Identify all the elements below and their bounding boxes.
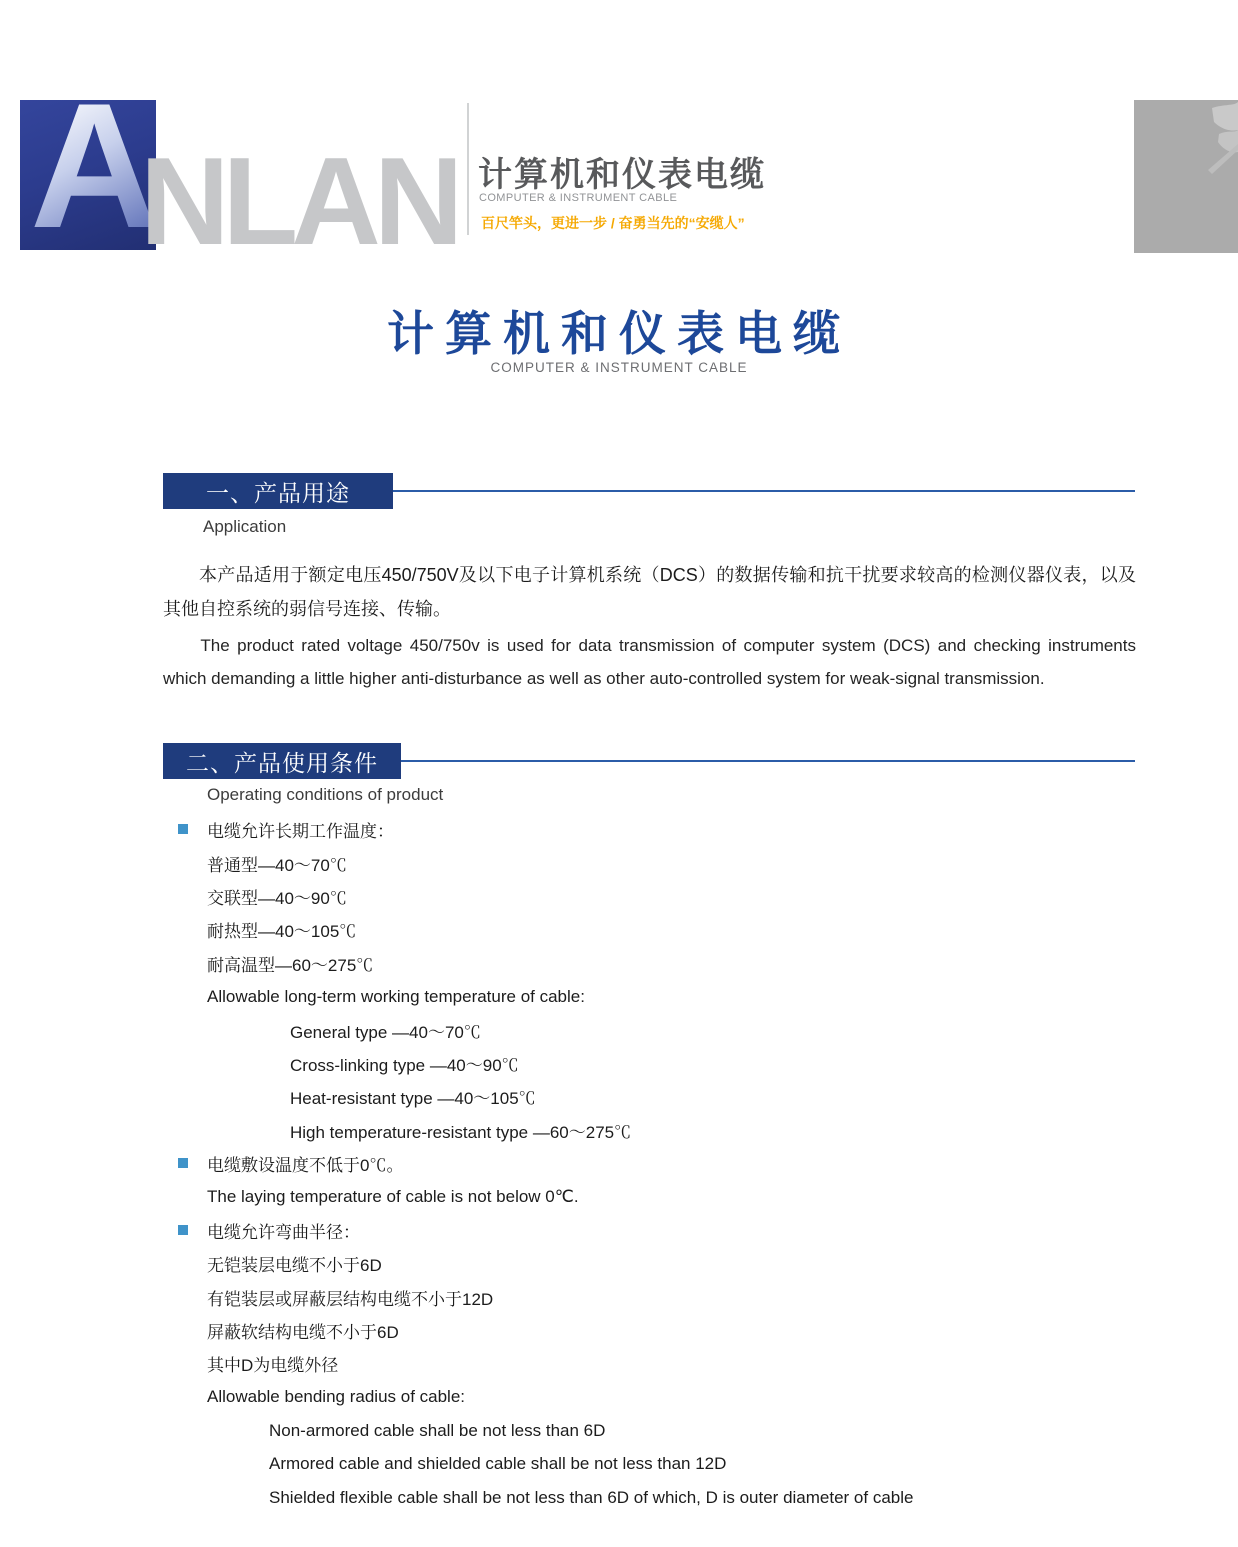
condition-text: 电缆敷设温度不低于0℃。 bbox=[207, 1156, 404, 1176]
condition-text: 有铠装层或屏蔽层结构电缆不小于12D bbox=[207, 1289, 494, 1309]
condition-text: Armored cable and shielded cable shall be not less than 12D bbox=[269, 1454, 727, 1474]
header-title-en: COMPUTER & INSTRUMENT CABLE bbox=[479, 192, 678, 204]
header-title-cn: 计算机和仪表电缆 bbox=[478, 156, 766, 194]
logo-letter-a: A bbox=[30, 66, 159, 265]
bullet-square-icon bbox=[178, 1225, 188, 1235]
application-paragraph-cn: 本产品适用于额定电压450/750V及以下电子计算机系统（DCS）的数据传输和抗干扰要求较高的检测仪器仪表，以及其他自控系统的弱信号连接、传输。 bbox=[163, 565, 1136, 619]
conditions-list bbox=[163, 813, 1143, 1514]
header-tagline: 百尺竿头，更进一步 / 奋勇当先的“安缆人” bbox=[481, 215, 745, 231]
condition-line bbox=[163, 1414, 1143, 1447]
condition-text: 耐高温型—60～275℃ bbox=[207, 955, 374, 975]
condition-line bbox=[163, 880, 1143, 913]
section-2-subheading: Operating conditions of product bbox=[207, 785, 444, 804]
condition-line bbox=[163, 1481, 1143, 1514]
application-paragraph-en: The product rated voltage 450/750v is used for data transmission of computer system (DCS) and checking instruments which demanding a little higher anti-disturbance as well as other auto-controlled system for weak-signal transmission. bbox=[163, 636, 1136, 688]
section-1-subheading: Application bbox=[203, 517, 287, 536]
condition-line bbox=[163, 913, 1143, 946]
page-title-en: COMPUTER & INSTRUMENT CABLE bbox=[490, 360, 748, 375]
condition-line bbox=[163, 1013, 1143, 1046]
condition-text: Allowable bending radius of cable: bbox=[207, 1387, 466, 1407]
condition-text: 耐热型—40～105℃ bbox=[207, 922, 357, 942]
condition-text: 普通型—40～70℃ bbox=[207, 855, 347, 875]
condition-text: General type —40～70℃ bbox=[290, 1022, 481, 1042]
condition-line bbox=[163, 813, 1143, 846]
condition-line bbox=[163, 846, 1143, 879]
condition-text: Allowable long-term working temperature of cable: bbox=[207, 986, 585, 1006]
logo-wordmark: NLAN bbox=[140, 133, 457, 271]
page-title-cn: 计算机和仪表电缆 bbox=[387, 307, 851, 360]
bullet-square-icon bbox=[178, 824, 188, 834]
condition-line bbox=[163, 1280, 1143, 1313]
condition-line bbox=[163, 1214, 1143, 1247]
section-2-heading: 二、产品使用条件 bbox=[163, 743, 401, 779]
condition-text: 其中D为电缆外径 bbox=[207, 1356, 339, 1376]
section-1-heading: 一、产品用途 bbox=[163, 473, 393, 509]
condition-line bbox=[163, 1114, 1143, 1147]
anlan-logo-mark bbox=[20, 66, 159, 265]
condition-text: 交联型—40～90℃ bbox=[207, 888, 347, 908]
condition-text: 屏蔽软结构电缆不小于6D bbox=[207, 1323, 399, 1343]
condition-text: Cross-linking type —40～90℃ bbox=[290, 1055, 519, 1075]
condition-text: The laying temperature of cable is not below 0℃. bbox=[207, 1186, 579, 1206]
condition-line bbox=[163, 1247, 1143, 1280]
condition-line bbox=[163, 1381, 1143, 1414]
condition-text: 电缆允许长期工作温度： bbox=[207, 822, 394, 842]
header-divider bbox=[467, 103, 469, 235]
condition-line bbox=[163, 1080, 1143, 1113]
condition-line bbox=[163, 980, 1143, 1013]
condition-line bbox=[163, 1180, 1143, 1213]
condition-text: 电缆允许弯曲半径： bbox=[207, 1222, 360, 1242]
condition-text: Non-armored cable shall be not less than 6D bbox=[269, 1420, 606, 1440]
section-2-rule bbox=[401, 760, 1135, 762]
condition-line bbox=[163, 1147, 1143, 1180]
condition-text: High temperature-resistant type —60～275℃ bbox=[290, 1122, 632, 1142]
condition-line bbox=[163, 1347, 1143, 1380]
condition-text: 无铠装层电缆不小于6D bbox=[207, 1256, 382, 1276]
header-photo-placeholder bbox=[1134, 100, 1238, 253]
bullet-square-icon bbox=[178, 1158, 188, 1168]
section-1-rule bbox=[393, 490, 1135, 492]
condition-text: Shielded flexible cable shall be not less than 6D of which, D is outer diameter of cable bbox=[269, 1487, 914, 1507]
condition-line bbox=[163, 947, 1143, 980]
condition-line bbox=[163, 1447, 1143, 1480]
condition-line bbox=[163, 1314, 1143, 1347]
condition-line bbox=[163, 1047, 1143, 1080]
condition-text: Heat-resistant type —40～105℃ bbox=[290, 1089, 536, 1109]
